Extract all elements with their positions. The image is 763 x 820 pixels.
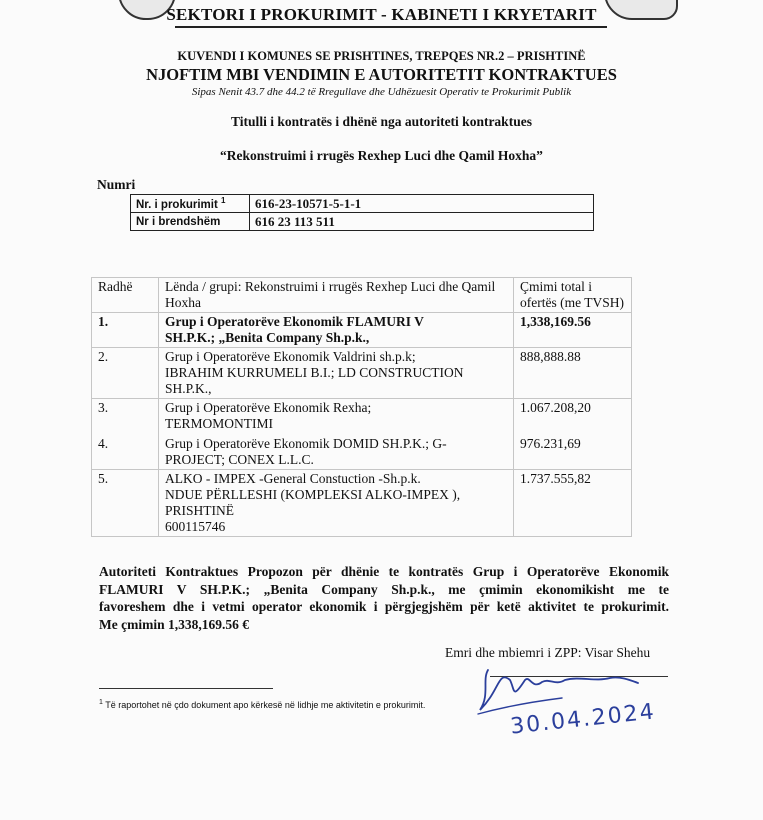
- row-number: 3.: [92, 399, 159, 434]
- offer-price: 1,338,169.56: [514, 313, 632, 348]
- operator-line: Grup i Operatorëve Ekonomik Valdrini sh.p.k;: [165, 349, 416, 364]
- section-header: SEKTORI I PROKURIMIT - KABINETI I KRYETARIT: [166, 5, 597, 24]
- award-line: Autoriteti Kontraktues Propozon për dhënie te kontratës Grup i Operatorëve Ekonomik: [99, 564, 669, 579]
- table-row: [92, 313, 632, 348]
- row-number: 1.: [92, 313, 159, 348]
- operator-line: 600115746: [165, 519, 226, 534]
- internal-number-label: Nr i brendshëm: [131, 213, 250, 231]
- signatory-name: Emri dhe mbiemri i ZPP: Visar Shehu: [445, 645, 651, 660]
- operator-name: [159, 348, 514, 399]
- offer-price: 888,888.88: [514, 348, 632, 399]
- operator-line: PROJECT; CONEX L.L.C.: [165, 452, 314, 467]
- table-row: [92, 348, 632, 399]
- operator-line: TERMOMONTIMI: [165, 416, 273, 431]
- operator-line: PRISHTINË: [165, 503, 235, 518]
- offers-table: [91, 277, 632, 537]
- document-title: NJOFTIM MBI VENDIMIN E AUTORITETIT KONTRAKTUES: [146, 65, 617, 84]
- operator-name: [159, 470, 514, 537]
- award-line: Me çmimin 1,338,169.56 €: [99, 616, 249, 632]
- offer-price: 1.067.208,20: [514, 399, 632, 434]
- contract-title: “Rekonstruimi i rrugës Rexhep Luci dhe Qamil Hoxha”: [220, 148, 543, 163]
- header-divider: [175, 26, 607, 28]
- award-line: favoreshem dhe i vetmi operator ekonomik i përgjegjshëm për ketë aktivitet te prokurimit.: [99, 599, 669, 614]
- offer-price: 976.231,69: [514, 433, 632, 470]
- handwritten-date: 30.04.2024: [509, 699, 657, 740]
- operator-line: IBRAHIM KURRUMELI B.I.; LD CONSTRUCTION: [165, 365, 464, 380]
- table-header-row: [92, 278, 632, 313]
- table-row: [92, 470, 632, 537]
- award-line: FLAMURI V SH.P.K.; „Benita Company Sh.p.k., me çmimin ekonomikisht me te: [99, 581, 669, 597]
- procurement-number-table: [130, 194, 594, 231]
- operator-line: Grup i Operatorëve Ekonomik FLAMURI V: [165, 314, 424, 329]
- numri-label: Numri: [97, 177, 136, 192]
- table-row: [92, 399, 632, 434]
- operator-line: NDUE PËRLLESHI (KOMPLEKSI ALKO-IMPEX ),: [165, 487, 461, 502]
- offer-price: 1.737.555,82: [514, 470, 632, 537]
- footnote-text: Të raportohet në çdo dokument apo kërkesë në lidhje me aktivitetin e prokurimit.: [105, 700, 426, 710]
- row-number: 2.: [92, 348, 159, 399]
- procurement-number-row: [131, 195, 594, 213]
- procurement-number-label: [131, 195, 250, 213]
- award-proposal: [99, 563, 669, 633]
- internal-number-row: [131, 213, 594, 231]
- procurement-number-value: 616-23-10571-5-1-1: [250, 195, 594, 213]
- operator-name: [159, 399, 514, 434]
- operator-name: [159, 313, 514, 348]
- footnote: [99, 699, 425, 710]
- table-row: [92, 433, 632, 470]
- regulation-note: Sipas Nenit 43.7 dhe 44.2 të Rregullave dhe Udhëzuesit Operativ te Prokurimit Publik: [191, 86, 572, 98]
- footnote-ref: 1: [221, 196, 226, 206]
- operator-line: ALKO - IMPEX -General Constuction -Sh.p.k.: [165, 471, 421, 486]
- internal-number-value: 616 23 113 511: [250, 213, 594, 231]
- municipality-address: KUVENDI I KOMUNES SE PRISHTINES, TREPQES NR.2 – PRISHTINË: [177, 49, 586, 63]
- operator-line: Grup i Operatorëve Ekonomik Rexha;: [165, 400, 372, 415]
- contract-title-label: Titulli i kontratës i dhënë nga autoriteti kontraktues: [231, 114, 532, 129]
- operator-name: [159, 433, 514, 470]
- header-total-price: Çmimi total i ofertës (me TVSH): [514, 278, 632, 313]
- footnote-marker: 1: [99, 699, 103, 706]
- row-number: 4.: [92, 433, 159, 470]
- footnote-divider: [99, 688, 273, 689]
- row-number: 5.: [92, 470, 159, 537]
- header-subject: Lënda / grupi: Rekonstruimi i rrugës Rexhep Luci dhe Qamil Hoxha: [159, 278, 514, 313]
- procurement-number-label-text: Nr. i prokurimit: [136, 198, 218, 211]
- operator-line: SH.P.K.,: [165, 381, 212, 396]
- header-rank: Radhë: [92, 278, 159, 313]
- operator-line: SH.P.K.; „Benita Company Sh.p.k.,: [165, 330, 370, 345]
- operator-line: Grup i Operatorëve Ekonomik DOMID SH.P.K.; G-: [165, 436, 447, 451]
